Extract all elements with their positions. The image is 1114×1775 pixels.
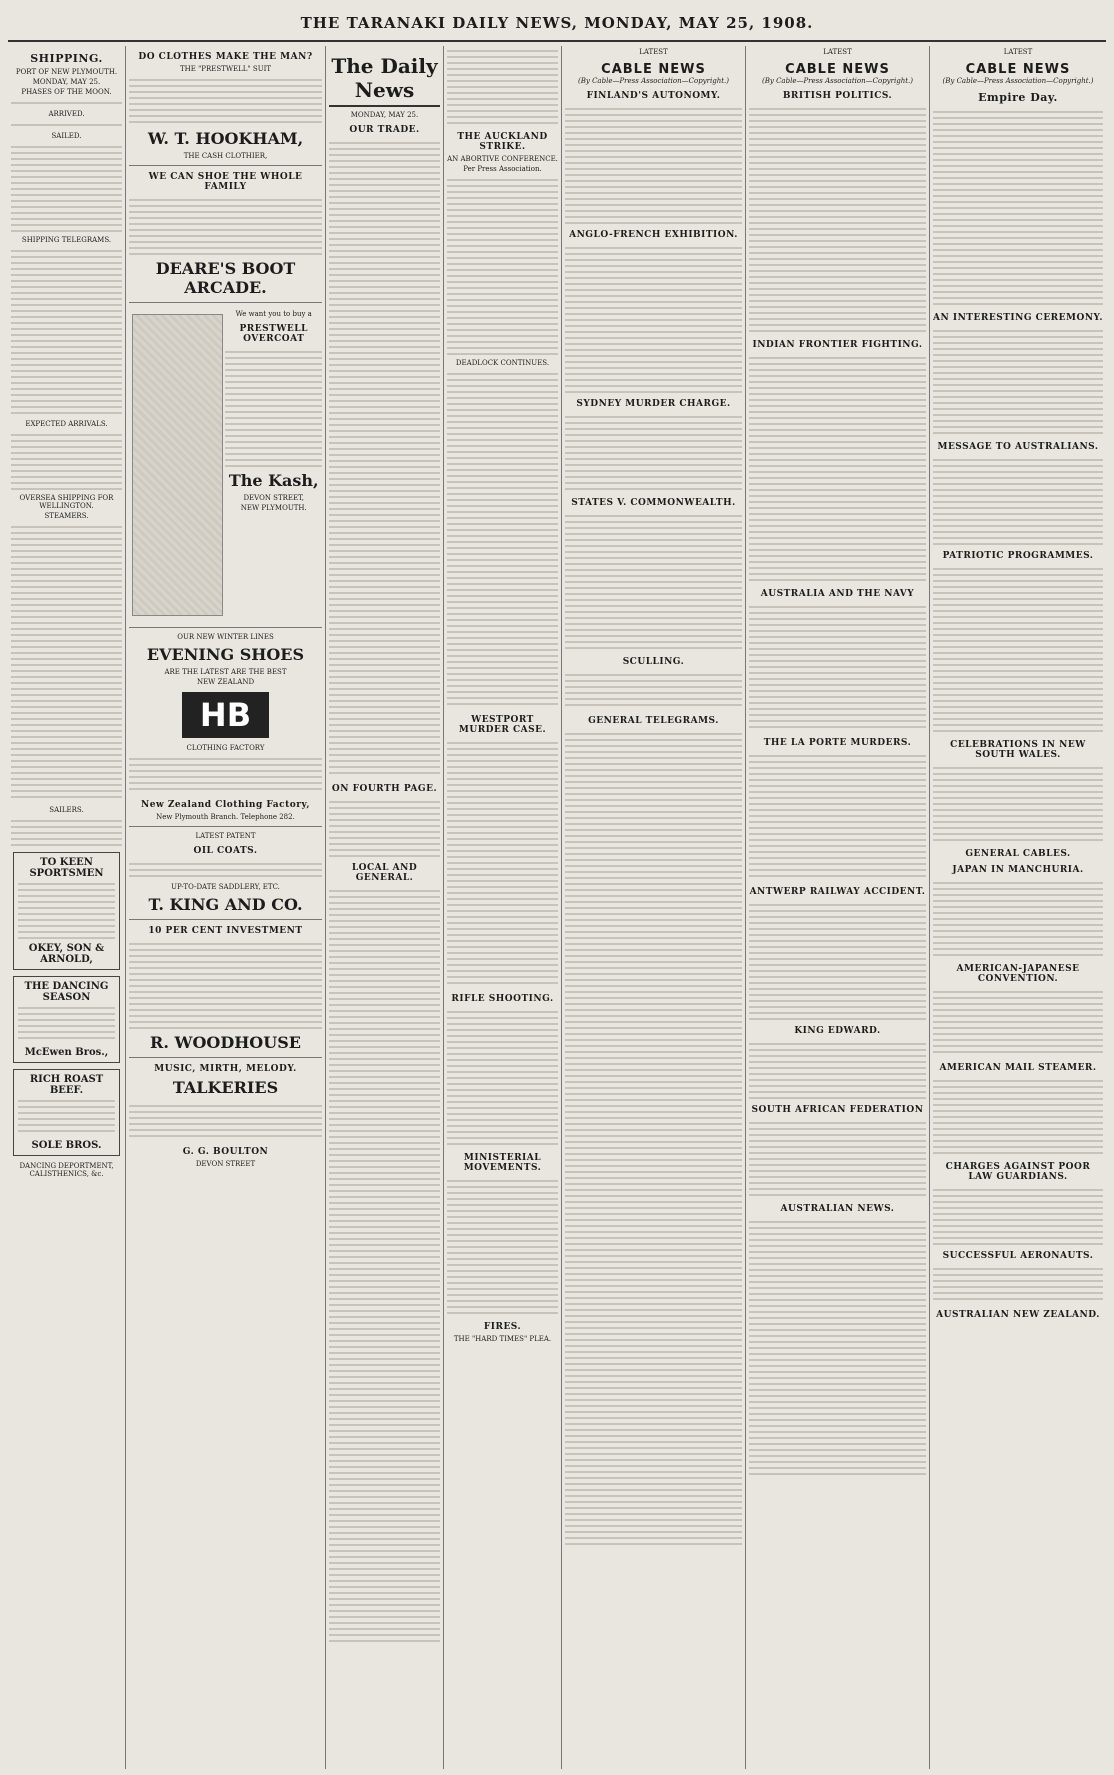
- ad-overcoat: [129, 308, 322, 622]
- text-block: [447, 738, 558, 988]
- text-block: [933, 878, 1103, 958]
- text-block: [749, 353, 926, 583]
- ten-percent: 10 PER CENT INVESTMENT: [148, 926, 303, 936]
- text-block: [749, 1217, 926, 1477]
- westport: WESTPORT MURDER CASE.: [458, 715, 547, 735]
- text-block: [18, 1096, 115, 1136]
- shipping-heading: SHIPPING.: [30, 52, 103, 65]
- text-block: [565, 729, 742, 1549]
- masthead-title: THE TARANAKI DAILY NEWS, MONDAY, MAY 25, 1908.: [300, 14, 814, 32]
- text-block: [933, 1264, 1103, 1304]
- column-cable-2: [746, 46, 930, 1769]
- cable-sub: (By Cable—Press Association—Copyright.): [578, 77, 729, 85]
- text-block: [11, 120, 122, 128]
- text-block: [11, 430, 122, 490]
- message-australians: MESSAGE TO AUSTRALIANS.: [937, 442, 1099, 452]
- ad-name: SOLE BROS.: [31, 1140, 102, 1151]
- divider: [129, 1057, 322, 1058]
- evening-shoes: EVENING SHOES: [146, 645, 305, 664]
- text-block: [565, 243, 742, 393]
- man-illustration: [132, 314, 223, 616]
- text-block: [565, 104, 742, 224]
- text-block: [933, 1185, 1103, 1245]
- port-heading: PORT OF NEW PLYMOUTH.: [15, 68, 118, 76]
- column-ads: [126, 46, 326, 1769]
- auckland-strike: THE AUCKLAND STRIKE.: [457, 132, 548, 152]
- text-block: [749, 602, 926, 732]
- american-mail: AMERICAN MAIL STEAMER.: [939, 1063, 1097, 1073]
- text-block: [447, 46, 558, 126]
- ad-hookham-sub: THE CASH CLOTHIER,: [183, 152, 268, 160]
- cable-news: CABLE NEWS: [965, 62, 1071, 77]
- text-block: [933, 107, 1103, 307]
- per-press: Per Press Association.: [463, 165, 542, 173]
- antwerp: ANTWERP RAILWAY ACCIDENT.: [749, 887, 926, 897]
- divider: [129, 627, 322, 628]
- ad-dancing: [13, 976, 120, 1063]
- text-block: [565, 412, 742, 492]
- text-block: [749, 900, 926, 1020]
- general-cables: GENERAL CABLES.: [965, 849, 1071, 859]
- column-cable-3: [930, 46, 1106, 1769]
- daily-news-logo: The Daily News: [329, 54, 440, 107]
- we-want: We want you to buy a: [235, 310, 312, 318]
- text-block: [329, 138, 440, 778]
- rifle: RIFLE SHOOTING.: [451, 994, 554, 1004]
- indian-frontier: INDIAN FRONTIER FIGHTING.: [752, 340, 923, 350]
- text-block: [565, 670, 742, 710]
- hb-nz: NEW ZEALAND: [196, 678, 255, 686]
- states: STATES V. COMMONWEALTH.: [571, 498, 736, 508]
- text-block: [18, 1003, 115, 1043]
- cable-news: CABLE NEWS: [785, 62, 890, 77]
- ad-can-shoe: WE CAN SHOE THE WHOLE FAMILY: [148, 172, 303, 192]
- patriotic: PATRIOTIC PROGRAMMES.: [942, 551, 1094, 561]
- latest-patent: LATEST PATENT: [195, 832, 256, 840]
- sydney-murder: SYDNEY MURDER CHARGE.: [576, 399, 731, 409]
- fires-sub: THE "HARD TIMES" PLEA.: [453, 1335, 552, 1343]
- overcoat-name: PRESTWELL OVERCOAT: [239, 324, 308, 344]
- latest: LATEST: [639, 48, 668, 56]
- la-porte: THE LA PORTE MURDERS.: [763, 738, 912, 748]
- sculling: SCULLING.: [622, 657, 685, 667]
- ministerial: MINISTERIAL MOVEMENTS.: [463, 1153, 542, 1173]
- text-block: [565, 511, 742, 651]
- text-block: [129, 1101, 322, 1141]
- interesting-ceremony: AN INTERESTING CEREMONY.: [933, 313, 1103, 323]
- ad-hookham: W. T. HOOKHAM,: [147, 129, 304, 148]
- kash-name: The Kash,: [228, 471, 319, 490]
- divider: [129, 919, 322, 920]
- text-block: [129, 75, 322, 125]
- australia-navy: AUSTRALIA AND THE NAVY: [760, 589, 915, 599]
- ad-title: THE DANCING SEASON: [24, 981, 109, 1003]
- text-block: [933, 455, 1103, 545]
- charges: CHARGES AGAINST POOR LAW GUARDIANS.: [945, 1162, 1091, 1182]
- text-block: [447, 175, 558, 355]
- masthead-rule: [8, 40, 1106, 42]
- south-african: SOUTH AFRICAN FEDERATION: [751, 1105, 924, 1115]
- manchuria: JAPAN IN MANCHURIA.: [952, 865, 1084, 875]
- divider: [129, 302, 322, 303]
- ad-name: OKEY, SON & ARNOLD,: [28, 943, 105, 965]
- cable-news: CABLE NEWS: [601, 62, 706, 77]
- text-block: [329, 797, 440, 857]
- oil-coats: OIL COATS.: [193, 846, 258, 856]
- text-block: [11, 142, 122, 232]
- abortive: AN ABORTIVE CONFERENCE.: [447, 155, 558, 163]
- column-daily-news: [326, 46, 444, 1769]
- overseas-heading: OVERSEA SHIPPING FOR WELLINGTON.: [19, 494, 114, 510]
- newland: AUSTRALIAN NEW ZEALAND.: [936, 1310, 1100, 1320]
- text-block: [749, 751, 926, 881]
- text-block: [933, 763, 1103, 843]
- our-trade: OUR TRADE.: [349, 125, 420, 135]
- american-japanese: AMERICAN-JAPANESE CONVENTION.: [956, 964, 1080, 984]
- telegrams-heading: SHIPPING TELEGRAMS.: [21, 236, 112, 244]
- text-block: [225, 347, 322, 467]
- devon: DEVON STREET: [195, 1160, 256, 1168]
- sailers-heading: SAILERS.: [49, 806, 84, 814]
- daily-date: MONDAY, MAY 25.: [350, 111, 419, 119]
- kash-town: NEW PLYMOUTH.: [240, 504, 307, 512]
- ad-do-clothes: DO CLOTHES MAKE THE MAN?: [138, 52, 313, 62]
- text-block: [129, 754, 322, 794]
- text-block: [933, 326, 1103, 436]
- dancing-dept: DANCING DEPORTMENT, CALISTHENICS, &c.: [19, 1162, 114, 1178]
- cable-sub: (By Cable—Press Association—Copyright.): [762, 77, 913, 85]
- latest: LATEST: [823, 48, 852, 56]
- king-edward: KING EDWARD.: [794, 1026, 881, 1036]
- ad-name: McEwen Bros.,: [24, 1047, 109, 1058]
- text-block: [129, 859, 322, 879]
- moon-heading: PHASES OF THE MOON.: [21, 88, 112, 96]
- deadlock: DEADLOCK CONTINUES.: [455, 359, 550, 367]
- divider: [129, 826, 322, 827]
- text-block: [447, 1176, 558, 1316]
- text-block: [329, 886, 440, 1646]
- text-block: [11, 246, 122, 416]
- text-block: [933, 1076, 1103, 1156]
- boulton: G. G. BOULTON: [182, 1147, 269, 1157]
- overcoat-text: [225, 308, 322, 622]
- divider: [129, 165, 322, 166]
- sailed-heading: SAILED.: [51, 132, 82, 140]
- nz-branch: New Plymouth Branch. Telephone 282.: [156, 813, 295, 821]
- general-telegrams: GENERAL TELEGRAMS.: [588, 716, 719, 726]
- hb-logo: [129, 678, 322, 752]
- steamers-heading: STEAMERS.: [44, 512, 89, 520]
- winter-lines: OUR NEW WINTER LINES: [177, 633, 274, 641]
- text-block: [933, 987, 1103, 1057]
- uptodate: UP-TO-DATE SADDLERY, ETC.: [171, 883, 280, 891]
- ad-title: RICH ROAST BEEF.: [29, 1074, 104, 1096]
- ad-keen-sportsmen: [13, 852, 120, 970]
- australian-news: AUSTRALIAN NEWS.: [780, 1204, 895, 1214]
- text-block: [129, 195, 322, 255]
- text-block: [749, 1118, 926, 1198]
- ad-roast-beef: [13, 1069, 120, 1156]
- shipping-date: MONDAY, MAY 25.: [32, 78, 101, 86]
- fires: FIRES.: [483, 1322, 522, 1332]
- masthead: [0, 0, 1114, 44]
- fourth-page: ON FOURTH PAGE.: [331, 784, 438, 794]
- latest: LATEST: [1003, 48, 1033, 56]
- text-block: [11, 522, 122, 802]
- column-cable-1: [562, 46, 746, 1769]
- aeronauts: SUCCESSFUL AERONAUTS.: [942, 1251, 1094, 1261]
- hb-mark: HB: [182, 692, 269, 738]
- hb-factory: CLOTHING FACTORY: [186, 744, 265, 752]
- expected-heading: EXPECTED ARRIVALS.: [25, 420, 108, 428]
- latest-best: ARE THE LATEST ARE THE BEST: [164, 668, 287, 676]
- local-general: LOCAL AND GENERAL.: [351, 863, 418, 883]
- text-block: [129, 939, 322, 1029]
- text-block: [11, 98, 122, 106]
- text-block: [447, 1007, 558, 1147]
- music-mirth: MUSIC, MIRTH, MELODY.: [154, 1064, 297, 1074]
- celebrations-nsw: CELEBRATIONS IN NEW SOUTH WALES.: [950, 740, 1086, 760]
- text-block: [11, 816, 122, 846]
- arrived-heading: ARRIVED.: [48, 110, 85, 118]
- talkeries: TALKERIES: [172, 1078, 279, 1097]
- column-shipping: [8, 46, 126, 1769]
- nz-factory: New Zealand Clothing Factory,: [141, 800, 310, 810]
- text-block: [447, 369, 558, 709]
- anglo-french: ANGLO-FRENCH EXHIBITION.: [569, 230, 738, 240]
- ad-prestwell: THE "PRESTWELL" SUIT: [179, 65, 272, 73]
- column-news: [444, 46, 562, 1769]
- cable-sub: (By Cable—Press Association—Copyright.): [942, 77, 1094, 85]
- text-block: [749, 1039, 926, 1099]
- text-block: [933, 564, 1103, 734]
- ad-title: TO KEEN SPORTSMEN: [29, 857, 104, 879]
- text-block: [749, 104, 926, 334]
- empire-day: Empire Day.: [978, 91, 1058, 104]
- kash-street: DEVON STREET,: [243, 494, 305, 502]
- text-block: [18, 879, 115, 939]
- ad-deare: DEARE'S BOOT ARCADE.: [155, 259, 296, 297]
- finland: FINLAND'S AUTONOMY.: [586, 91, 721, 101]
- tking: T. KING AND CO.: [148, 895, 303, 914]
- british-politics: BRITISH POLITICS.: [782, 91, 893, 101]
- woodhouse: R. WOODHOUSE: [150, 1033, 301, 1052]
